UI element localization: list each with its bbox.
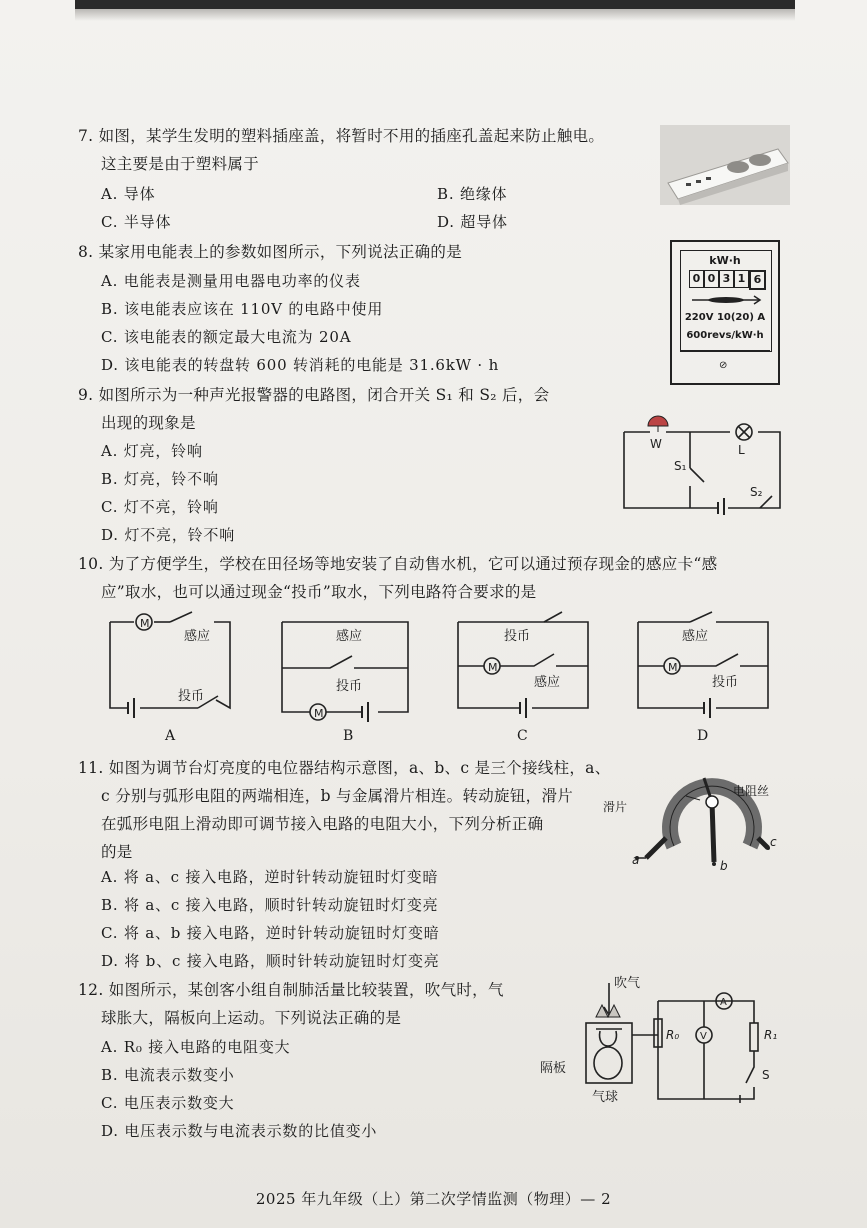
q10-d-motor: M xyxy=(668,661,678,674)
q10-a-sense: 感应 xyxy=(184,629,211,644)
q8-energy-meter xyxy=(670,240,780,385)
q8-stem: 8. 某家用电能表上的参数如图所示，下列说法正确的是 xyxy=(78,243,463,261)
q11-option-c: C. 将 a、b 接入电路，逆时针转动旋钮时灯变暗 xyxy=(101,924,440,942)
q11-option-a: A. 将 a、c 接入电路，逆时针转动旋钮时灯变暗 xyxy=(101,868,439,886)
q11-terminal-b: b xyxy=(720,859,728,872)
q10-c-coin: 投币 xyxy=(504,629,531,644)
q7-stem-line1: 7. 如图，某学生发明的塑料插座盖，将暂时不用的插座孔盖起来防止触电。 xyxy=(78,127,605,145)
scan-top-edge xyxy=(75,0,795,9)
q10-choice-d: D xyxy=(697,728,709,744)
q12-switch-label: S xyxy=(762,1068,770,1082)
q8-meter-disc-icon xyxy=(690,294,762,306)
q11-stem-line1: 11. 如图为调节台灯亮度的电位器结构示意图，a、b、c 是三个接线柱，a、 xyxy=(78,759,611,777)
q8-meter-digit: 6 xyxy=(749,270,766,290)
q7-option-c: C. 半导体 xyxy=(101,213,172,231)
q7-socket-photo xyxy=(660,125,790,205)
q8-meter-screw-icon: ⊘ xyxy=(719,360,728,371)
q10-d-sense: 感应 xyxy=(682,629,709,644)
q7-option-d: D. 超导体 xyxy=(437,213,508,231)
q8-meter-unit: kW·h xyxy=(709,254,741,267)
q10-c-sense: 感应 xyxy=(534,675,561,690)
q9-stem-line1: 9. 如图所示为一种声光报警器的电路图，闭合开关 S₁ 和 S₂ 后，会 xyxy=(78,386,550,404)
q9-lamp-label: L xyxy=(738,443,745,457)
q12-option-c: C. 电压表示数变大 xyxy=(101,1094,235,1112)
q11-stem-line2: c 分别与弧形电阻的两端相连，b 与金属滑片相连。转动旋钮，滑片 xyxy=(101,787,574,805)
q11-slider-label: 滑片 xyxy=(603,800,628,814)
q12-stem-line1: 12. 如图所示，某创客小组自制肺活量比较装置，吹气时，气 xyxy=(78,981,504,999)
q10-a-motor: M xyxy=(140,617,150,630)
q11-wire-label: 电阻丝 xyxy=(733,784,770,798)
q12-plate-label: 隔板 xyxy=(540,1061,567,1076)
scan-shadow xyxy=(75,9,795,21)
q12-blow-label: 吹气 xyxy=(614,976,641,991)
q10-circuit-b xyxy=(270,608,420,733)
q11-terminal-a: a xyxy=(632,853,640,867)
q10-b-sense: 感应 xyxy=(336,629,363,644)
q10-choice-a: A xyxy=(165,728,176,744)
q11-option-b: B. 将 a、c 接入电路，顺时针转动旋钮时灯变亮 xyxy=(101,896,439,914)
q8-option-d: D. 该电能表的转盘转 600 转消耗的电能是 31.6kW · h xyxy=(101,356,500,374)
q12-lung-device xyxy=(540,965,780,1125)
q11-terminal-c: c xyxy=(770,835,777,849)
q8-meter-rating: 220V 10(20) A xyxy=(684,312,766,323)
q7-stem-line2: 这主要是由于塑料属于 xyxy=(101,155,260,173)
q10-stem-line2: 应”取水，也可以通过现金“投币”取水，下列电路符合要求的是 xyxy=(101,583,537,601)
q9-alarm-circuit xyxy=(610,410,790,515)
q9-option-d: D. 灯不亮，铃不响 xyxy=(101,526,236,544)
q11-option-d: D. 将 b、c 接入电路，顺时针转动旋钮时灯变亮 xyxy=(101,952,440,970)
q8-meter-digit: 0 xyxy=(704,270,719,288)
q9-option-a: A. 灯亮，铃响 xyxy=(101,442,203,460)
q10-circuit-a xyxy=(100,608,245,733)
q10-c-motor: M xyxy=(488,661,498,674)
q12-option-b: B. 电流表示数变小 xyxy=(101,1066,235,1084)
q8-option-c: C. 该电能表的额定最大电流为 20A xyxy=(101,328,352,346)
q10-circuit-c xyxy=(450,608,600,733)
q10-choice-c: C xyxy=(517,728,528,744)
q10-stem-line1: 10. 为了方便学生，学校在田径场等地安装了自动售水机，它可以通过预存现金的感应卡“感 xyxy=(78,555,718,573)
q9-bell-label: W xyxy=(650,437,662,451)
q8-option-b: B. 该电能表应该在 110V 的电路中使用 xyxy=(101,300,384,318)
q8-meter-digit: 0 xyxy=(689,270,704,288)
page-footer: 2025 年九年级（上）第二次学情监测（物理）— 2 xyxy=(255,1190,612,1208)
q11-stem-line4: 的是 xyxy=(101,843,133,861)
q8-meter-digits xyxy=(689,270,766,290)
q12-voltmeter-label: V xyxy=(700,1031,707,1042)
q10-b-motor: M xyxy=(314,707,324,720)
q11-stem-line3: 在弧形电阻上滑动即可调节接入电路的电阻大小，下列分析正确 xyxy=(101,815,544,833)
q12-option-a: A. R₀ 接入电路的电阻变大 xyxy=(101,1038,291,1056)
q9-s1-label: S₁ xyxy=(674,459,687,473)
q10-choice-b: B xyxy=(343,728,354,744)
q12-option-d: D. 电压表示数与电流表示数的比值变小 xyxy=(101,1122,378,1140)
q8-meter-digit: 1 xyxy=(734,270,749,288)
q12-stem-line2: 球胀大，隔板向上运动。下列说法正确的是 xyxy=(101,1009,402,1027)
q9-option-c: C. 灯不亮，铃响 xyxy=(101,498,219,516)
q10-a-coin: 投币 xyxy=(178,689,205,704)
q10-circuit-d xyxy=(630,608,780,733)
q8-meter-digit: 3 xyxy=(719,270,734,288)
q9-stem-line2: 出现的现象是 xyxy=(101,414,196,432)
q12-ammeter-label: A xyxy=(720,997,727,1008)
q7-option-b: B. 绝缘体 xyxy=(437,185,508,203)
q8-option-a: A. 电能表是测量用电器电功率的仪表 xyxy=(101,272,361,290)
q12-r1-label: R₁ xyxy=(764,1028,778,1042)
q12-balloon-label: 气球 xyxy=(592,1090,619,1105)
q8-meter-revs: 600revs/kW·h xyxy=(686,330,764,341)
q9-s2-label: S₂ xyxy=(750,485,763,499)
q7-option-a: A. 导体 xyxy=(101,185,156,203)
q9-option-b: B. 灯亮，铃不响 xyxy=(101,470,219,488)
q10-b-coin: 投币 xyxy=(336,679,363,694)
q10-d-coin: 投币 xyxy=(712,675,739,690)
q12-r0-label: R₀ xyxy=(666,1028,680,1042)
